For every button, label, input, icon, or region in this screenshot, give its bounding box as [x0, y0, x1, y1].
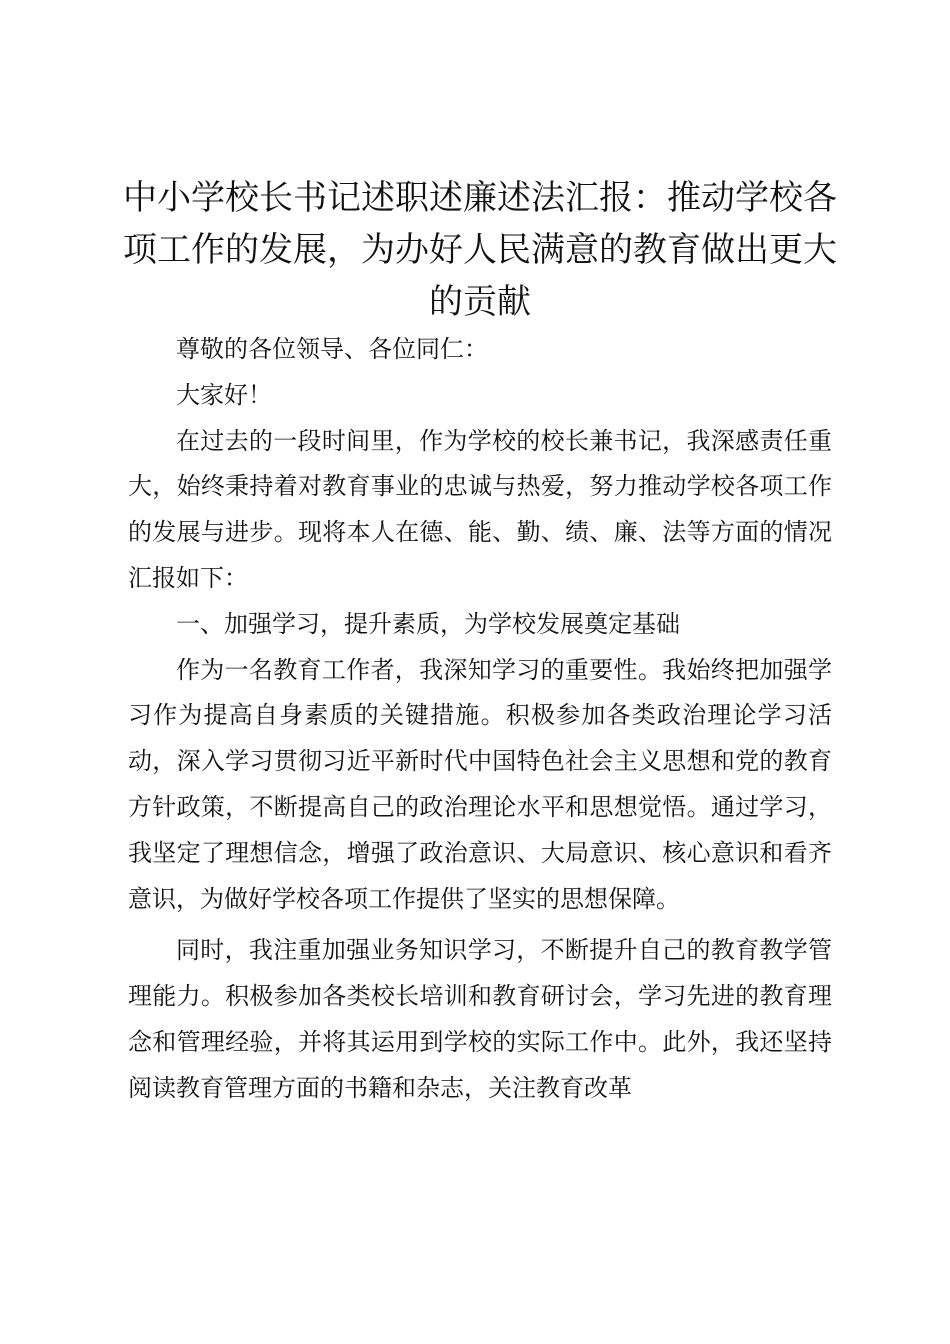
- body-paragraph-1: 作为一名教育工作者，我深知学习的重要性。我始终把加强学习作为提高自身素质的关键措施。积极参加各类政治理论学习活动，深入学习贯彻习近平新时代中国特色社会主义思想和党的教育方针政策，不断提高自己的政治理论水平和思想觉悟。通过学习，我坚定了理想信念，增强了政治意识、大局意识、核心意识和看齐意识，为做好学校各项工作提供了坚实的思想保障。: [128, 655, 832, 913]
- body-paragraph-2: 同时，我注重加强业务知识学习，不断提升自己的教育教学管理能力。积极参加各类校长培训和教育研讨会，学习先进的教育理念和管理经验，并将其运用到学校的实际工作中。此外，我还坚持阅读教育管理方面的书籍和杂志，关注教育改革: [128, 936, 832, 1102]
- document-title: 中小学校长书记述职述廉述法汇报：推动学校各项工作的发展，为办好人民满意的教育做出更大的贡献: [123, 178, 837, 322]
- section-heading-1: 一、加强学习，提升素质，为学校发展奠定基础: [176, 609, 680, 638]
- document-body: [128, 327, 832, 1112]
- intro-paragraph: 在过去的一段时间里，作为学校的校长兼书记，我深感责任重大，始终秉持着对教育事业的忠诚与热爱，努力推动学校各项工作的发展与进步。现将本人在德、能、勤、绩、廉、法等方面的情况汇报如下：: [128, 426, 832, 592]
- salutation: 尊敬的各位领导、各位同仁：: [176, 335, 488, 363]
- greeting: 大家好！: [176, 380, 272, 409]
